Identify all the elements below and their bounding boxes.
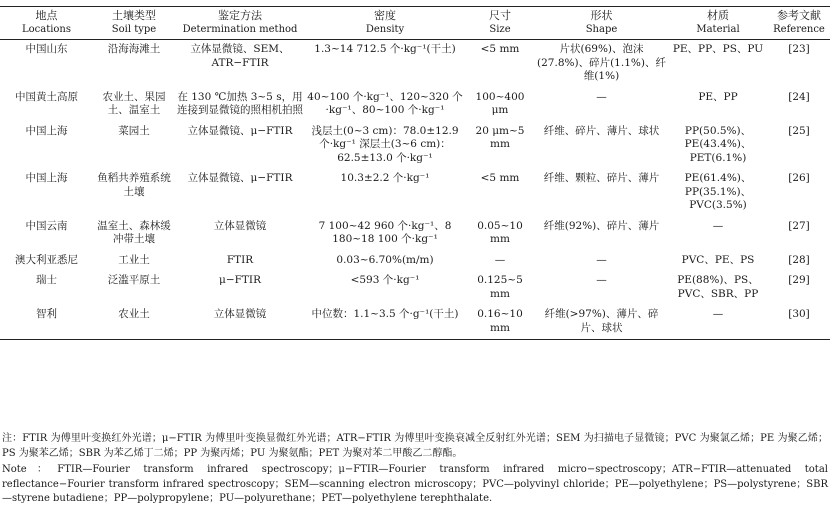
cell-density: 7 100~42 960 个·kg⁻¹、8 180~18 100 个·kg⁻¹ [318,219,452,245]
cell-material: PE(88%)、PS、PVC、SBR、PP [677,274,759,300]
cell-location: 澳大利亚悉尼 [15,253,78,266]
cell-reference: [24] [788,90,810,103]
cell-soil: 菜园土 [118,124,150,137]
cell-density: 浅层土(0~3 cm)：78.0±12.9 个·kg⁻¹ 深层土(3~6 cm)：62.5±13.0 个·kg⁻¹ [311,124,459,164]
cell-material: — [712,308,724,320]
cell-reference: [27] [788,219,810,232]
cell-method: 立体显微镜、SEM、ATR−FTIR [190,43,290,69]
col-header-shape: 形状 Shape [585,9,618,35]
cell-shape: 纤维(92%)、碎片、薄片 [543,219,660,232]
cell-soil: 农业土 [118,308,150,320]
col-header-method: 鉴定方法 Determination method [182,9,298,35]
col-header-material: 材质 Material [696,9,740,35]
col-header-density: 密度 Density [365,9,405,35]
cell-soil: 工业土 [118,253,150,266]
cell-reference: [26] [788,172,810,184]
cell-soil: 泛滥平原土 [107,274,161,286]
cell-shape: — [596,90,607,103]
cell-location: 瑞士 [36,274,57,286]
cell-shape: 纤维(>97%)、薄片、碎片、球状 [544,308,659,334]
cell-soil: 沿海海滩土 [107,43,161,55]
cell-location: 中国云南 [25,219,68,232]
table-notes [2,432,828,509]
cell-reference: [25] [788,124,810,137]
cell-size: 100~400 μm [475,90,525,116]
cell-method: 立体显微镜、μ−FTIR [187,124,293,137]
cell-location: 中国山东 [25,43,68,55]
cell-size: 0.05~10 mm [477,219,523,245]
cell-density: <593 个·kg⁻¹ [350,274,420,286]
cell-soil: 温室土、森林缓冲带土壤 [97,219,171,245]
cell-method: μ−FTIR [219,274,261,286]
cell-size: <5 mm [480,172,520,184]
cell-size: 0.125~5 mm [477,274,523,300]
header-row [0,7,830,40]
cell-location: 智利 [36,308,57,320]
cell-material: PP(50.5%)、PE(43.4%)、PET(6.1%) [684,124,752,164]
table-row [0,122,830,170]
cell-method: 立体显微镜 [213,308,267,320]
table-row [0,40,830,88]
cell-size: — [494,253,506,266]
cell-size: <5 mm [480,43,520,55]
cell-soil: 鱼稻共养殖系统土壤 [97,172,171,198]
cell-method: 在 130 ℃加热 3~5 s，用连接到显微镜的照相机拍照 [177,90,303,116]
cell-size: 0.16~10 mm [477,308,523,334]
cell-density: 中位数：1.1~3.5 个·g⁻¹(干土) [311,308,459,320]
cell-reference: [28] [788,253,810,266]
cell-material: PE、PP [698,90,738,103]
cell-density: 10.3±2.2 个·kg⁻¹ [340,172,430,184]
cell-location: 中国上海 [25,124,68,137]
table-row [0,271,830,305]
cell-material: — [712,219,724,232]
cell-material: PE、PP、PS、PU [672,43,764,55]
cell-material: PVC、PE、PS [681,253,755,266]
table-row [0,88,830,122]
cell-shape: 纤维、颗粒、碎片、薄片 [543,172,660,184]
col-header-location: 地点 Locations [21,9,72,35]
cell-shape: 纤维、碎片、薄片、球状 [543,124,660,137]
cell-density: 0.03~6.70%(m/m) [336,253,434,266]
cell-method: 立体显微镜 [213,219,267,232]
cell-reference: [29] [788,274,810,286]
cell-location: 中国上海 [25,172,68,184]
col-header-reference: 参考文献 Reference [773,9,825,35]
cell-soil: 农业土、果园土、温室土 [102,90,166,116]
cell-density: 1.3~14 712.5 个·kg⁻¹(干土) [314,43,456,55]
cell-shape: — [596,274,607,286]
microplastics-table [0,6,830,340]
cell-shape: 片状(69%)、泡沫(27.8%)、碎片(1.1%)、纤维(1%) [537,43,666,82]
table-row [0,251,830,272]
cell-method: FTIR [226,253,254,266]
note-chinese: 注：FTIR 为傅里叶变换红外光谱；μ−FTIR 为傅里叶变换显微红外光谱；ATR−FTIR 为傅里叶变换衰减全反射红外光谱；SEM 为扫描电子显微镜；PVC 为聚氯乙烯；PE 为聚乙烯；PS 为聚苯乙烯；SBR 为苯乙烯丁二烯；PP 为聚丙烯；PU 为聚氨酯；PET 为聚对苯二甲酸乙二醇酯。 [2,433,828,459]
col-header-size: 尺寸 Size [489,9,511,35]
cell-reference: [23] [788,43,810,55]
cell-size: 20 μm~5 mm [475,124,525,150]
cell-density: 40~100 个·kg⁻¹、120~320 个·kg⁻¹、80~100 个·kg⁻¹ [307,90,463,116]
table-row [0,305,830,340]
cell-location: 中国黄土高原 [15,90,78,103]
cell-material: PE(61.4%)、PP(35.1%)、PVC(3.5%) [684,172,752,211]
cell-method: 立体显微镜、μ−FTIR [187,172,293,184]
cell-reference: [30] [788,308,810,320]
note-english: Note：FTIR—Fourier transform infrared spectroscopy；μ−FTIR—Fourier transform infrared micro−spectroscopy；ATR−FTIR—attenuated total reflectance−Fourier transform infrared spectroscopy；SEM—scanning electron microscopy；PVC—polyvinyl chloride；PE—polyethylene；PS—polystyrene；SBR—styrene butadiene；PP—polypropylene；PU—polyurethane；PET—polyethylene terephthalate. [2,464,828,504]
table-row [0,217,830,251]
col-header-soil-type: 土壤类型 Soil type [111,9,157,35]
table-row [0,169,830,217]
cell-shape: — [596,253,607,266]
